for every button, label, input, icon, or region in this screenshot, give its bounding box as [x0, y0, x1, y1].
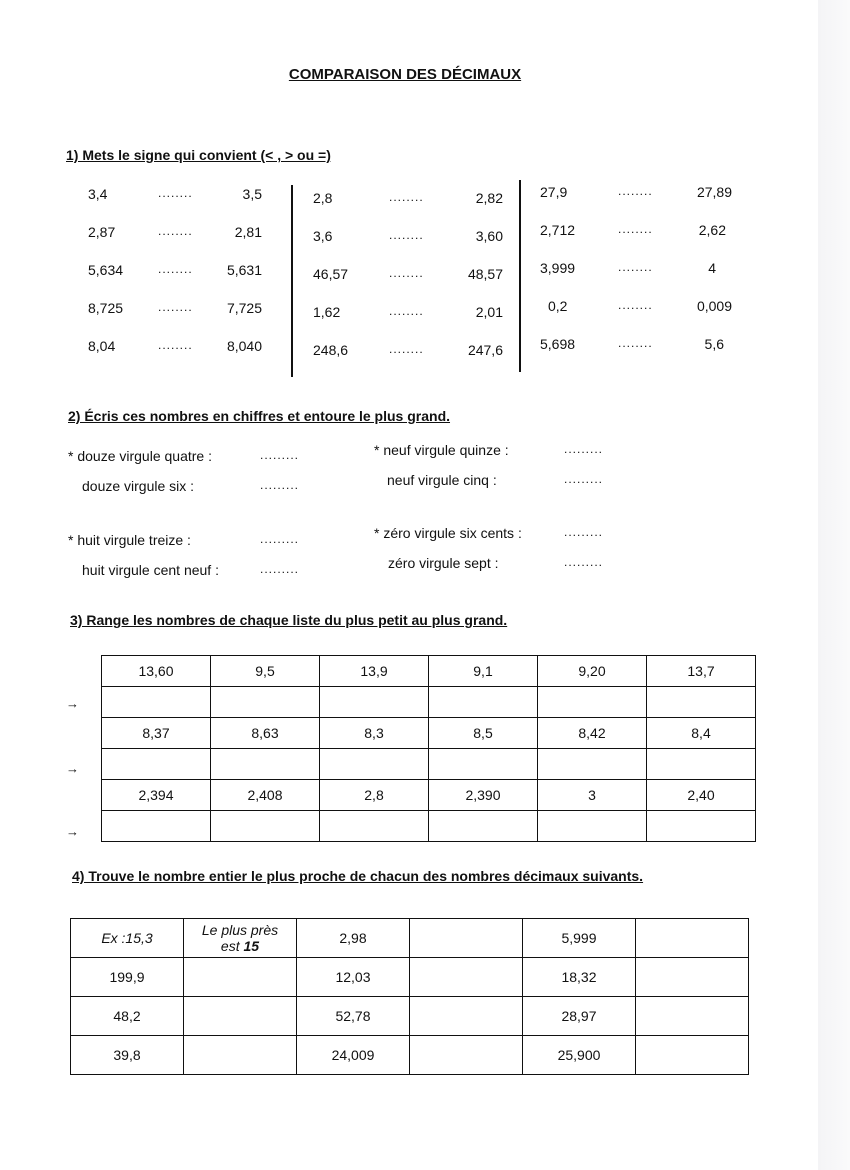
word-number: * douze virgule quatre :: [68, 448, 212, 464]
list-cell: 2,40: [647, 780, 756, 811]
word-row: [68, 562, 328, 592]
number-group: [68, 532, 328, 592]
example-answer: [184, 919, 297, 958]
sign-blank[interactable]: ........: [389, 190, 424, 204]
arrow-icon: →: [66, 696, 79, 711]
sort-table: [101, 655, 756, 842]
answer-blank[interactable]: .........: [260, 478, 300, 492]
list-cell: 13,7: [647, 656, 756, 687]
answer-cell[interactable]: [429, 749, 538, 780]
example-answer-value: 15: [243, 938, 260, 954]
answer-cell[interactable]: [410, 919, 523, 958]
answer-cell[interactable]: [429, 687, 538, 718]
decimal-cell: 25,900: [523, 1036, 636, 1075]
decimal-cell: 5,999: [523, 919, 636, 958]
sign-blank[interactable]: ........: [158, 338, 193, 352]
answer-blank[interactable]: .........: [564, 472, 604, 486]
right-number: 5,6: [704, 336, 724, 352]
sign-blank[interactable]: ........: [389, 228, 424, 242]
list-cell: 2,8: [320, 780, 429, 811]
compare-row: [88, 338, 288, 376]
answer-cell[interactable]: [647, 811, 756, 842]
list-row: [102, 780, 756, 811]
compare-row: [88, 224, 288, 262]
sign-blank[interactable]: ........: [389, 304, 424, 318]
answer-row: [102, 811, 756, 842]
arrow-icon: →: [66, 824, 79, 839]
left-number: 2,87: [88, 224, 116, 240]
example-value: Ex :15,3: [71, 919, 184, 958]
list-cell: 13,9: [320, 656, 429, 687]
right-number: 2,82: [475, 190, 503, 206]
word-row: [68, 532, 328, 562]
answer-cell[interactable]: [429, 811, 538, 842]
section4-heading: 4) Trouve le nombre entier le plus proche de chacun des nombres décimaux suivants.: [72, 868, 644, 884]
sign-blank[interactable]: ........: [158, 300, 193, 314]
section1-heading: 1) Mets le signe qui convient (< , > ou =): [66, 147, 331, 163]
example-answer-prefix: est: [220, 938, 240, 954]
answer-cell[interactable]: [538, 687, 647, 718]
left-number: 8,04: [88, 338, 116, 354]
left-number: 3,4: [88, 186, 108, 202]
answer-cell[interactable]: [636, 1036, 749, 1075]
right-number: 247,6: [467, 342, 503, 358]
compare-column-3: [540, 184, 732, 374]
right-number: 3,60: [475, 228, 503, 244]
sign-blank[interactable]: ........: [618, 222, 653, 236]
answer-cell[interactable]: [410, 1036, 523, 1075]
answer-cell[interactable]: [647, 687, 756, 718]
list-cell: 2,390: [429, 780, 538, 811]
answer-blank[interactable]: .........: [260, 532, 300, 546]
list-cell: 9,5: [211, 656, 320, 687]
compare-column-2: [313, 190, 503, 380]
page-title: COMPARAISON DES DÉCIMAUX: [288, 66, 522, 83]
list-row: [102, 718, 756, 749]
left-number: 8,725: [88, 300, 124, 316]
list-cell: 8,42: [538, 718, 647, 749]
left-number: 2,8: [313, 190, 333, 206]
word-number: * neuf virgule quinze :: [374, 442, 509, 458]
column-divider: [291, 185, 293, 377]
sign-blank[interactable]: ........: [389, 342, 424, 356]
section3-heading: 3) Range les nombres de chaque liste du plus petit au plus grand.: [70, 612, 508, 628]
answer-cell[interactable]: [102, 749, 211, 780]
word-row: [374, 525, 634, 555]
sign-blank[interactable]: ........: [618, 298, 653, 312]
compare-row: [313, 304, 503, 342]
right-number: 3,5: [242, 186, 262, 202]
answer-row: [102, 749, 756, 780]
decimal-cell: 48,2: [71, 997, 184, 1036]
answer-cell[interactable]: [636, 958, 749, 997]
decimal-cell: 2,98: [297, 919, 410, 958]
answer-cell[interactable]: [636, 997, 749, 1036]
word-number: douze virgule six :: [82, 478, 195, 494]
list-cell: 8,3: [320, 718, 429, 749]
number-group: [374, 525, 634, 585]
left-number: 5,698: [540, 336, 576, 352]
compare-row: [313, 228, 503, 266]
right-number: 5,631: [226, 262, 262, 278]
decimal-cell: 18,32: [523, 958, 636, 997]
word-number: * huit virgule treize :: [68, 532, 191, 548]
table-row: [71, 958, 749, 997]
word-row: [374, 472, 634, 502]
list-cell: 8,5: [429, 718, 538, 749]
answer-cell[interactable]: [538, 749, 647, 780]
right-number: 7,725: [226, 300, 262, 316]
right-number: 27,89: [696, 184, 732, 200]
list-row: [102, 656, 756, 687]
compare-row: [540, 184, 732, 222]
answer-cell[interactable]: [184, 1036, 297, 1075]
compare-row: [88, 262, 288, 300]
compare-row: [540, 260, 732, 298]
sign-blank[interactable]: ........: [158, 262, 193, 276]
answer-cell[interactable]: [320, 687, 429, 718]
answer-cell[interactable]: [647, 749, 756, 780]
scan-edge: [818, 0, 850, 1170]
left-number: 248,6: [313, 342, 349, 358]
sign-blank[interactable]: ........: [389, 266, 424, 280]
word-row: [68, 448, 328, 478]
table-row: [71, 1036, 749, 1075]
answer-cell[interactable]: [184, 997, 297, 1036]
left-number: 2,712: [540, 222, 576, 238]
sign-blank[interactable]: ........: [618, 184, 653, 198]
answer-cell[interactable]: [410, 997, 523, 1036]
word-number: zéro virgule sept :: [388, 555, 499, 571]
word-row: [374, 555, 634, 585]
answer-cell[interactable]: [184, 958, 297, 997]
right-number: 2,81: [234, 224, 262, 240]
list-cell: 2,394: [102, 780, 211, 811]
answer-cell[interactable]: [410, 958, 523, 997]
list-cell: 3: [538, 780, 647, 811]
right-number: 2,62: [698, 222, 726, 238]
table-row: [71, 919, 749, 958]
compare-row: [540, 336, 732, 374]
table-row: [71, 997, 749, 1036]
left-number: 1,62: [313, 304, 341, 320]
answer-row: [102, 687, 756, 718]
left-number: 3,999: [540, 260, 576, 276]
right-number: 0,009: [696, 298, 732, 314]
answer-cell[interactable]: [538, 811, 647, 842]
arrow-icon: →: [66, 761, 79, 776]
word-number: neuf virgule cinq :: [387, 472, 497, 488]
example-answer-text: Le plus près: [201, 922, 279, 938]
decimal-cell: 24,009: [297, 1036, 410, 1075]
compare-row: [88, 300, 288, 338]
answer-blank[interactable]: .........: [260, 448, 300, 462]
nearest-integer-table: [70, 918, 749, 1075]
list-cell: 8,4: [647, 718, 756, 749]
answer-cell[interactable]: [102, 687, 211, 718]
answer-cell[interactable]: [211, 687, 320, 718]
compare-row: [540, 298, 732, 336]
column-divider: [519, 180, 521, 372]
answer-blank[interactable]: .........: [260, 562, 300, 576]
answer-blank[interactable]: .........: [564, 442, 604, 456]
decimal-cell: 39,8: [71, 1036, 184, 1075]
list-cell: 8,37: [102, 718, 211, 749]
decimal-cell: 52,78: [297, 997, 410, 1036]
answer-cell[interactable]: [320, 749, 429, 780]
answer-blank[interactable]: .........: [564, 555, 604, 569]
compare-row: [313, 266, 503, 304]
word-number: huit virgule cent neuf :: [82, 562, 219, 578]
compare-column-1: [88, 186, 288, 376]
left-number: 3,6: [313, 228, 333, 244]
decimal-cell: 28,97: [523, 997, 636, 1036]
answer-cell[interactable]: [636, 919, 749, 958]
decimal-cell: 12,03: [297, 958, 410, 997]
number-group: [68, 448, 328, 508]
left-number: 27,9: [540, 184, 568, 200]
list-cell: 9,1: [429, 656, 538, 687]
answer-cell[interactable]: [320, 811, 429, 842]
compare-row: [88, 186, 288, 224]
sign-blank[interactable]: ........: [158, 224, 193, 238]
compare-row: [540, 222, 732, 260]
word-row: [68, 478, 328, 508]
decimal-cell: 199,9: [71, 958, 184, 997]
answer-cell[interactable]: [211, 749, 320, 780]
right-number: 4: [708, 260, 716, 276]
right-number: 48,57: [467, 266, 503, 282]
answer-cell[interactable]: [102, 811, 211, 842]
list-cell: 13,60: [102, 656, 211, 687]
word-number: * zéro virgule six cents :: [374, 525, 522, 541]
left-number: 0,2: [548, 298, 568, 314]
left-number: 5,634: [88, 262, 124, 278]
sign-blank[interactable]: ........: [158, 186, 193, 200]
list-cell: 8,63: [211, 718, 320, 749]
compare-row: [313, 342, 503, 380]
list-cell: 2,408: [211, 780, 320, 811]
right-number: 2,01: [475, 304, 503, 320]
sign-blank[interactable]: ........: [618, 336, 653, 350]
answer-blank[interactable]: .........: [564, 525, 604, 539]
right-number: 8,040: [226, 338, 262, 354]
sign-blank[interactable]: ........: [618, 260, 653, 274]
number-group: [374, 442, 634, 502]
section2-heading: 2) Écris ces nombres en chiffres et entoure le plus grand.: [68, 408, 451, 424]
left-number: 46,57: [313, 266, 349, 282]
answer-cell[interactable]: [211, 811, 320, 842]
word-row: [374, 442, 634, 472]
list-cell: 9,20: [538, 656, 647, 687]
compare-row: [313, 190, 503, 228]
